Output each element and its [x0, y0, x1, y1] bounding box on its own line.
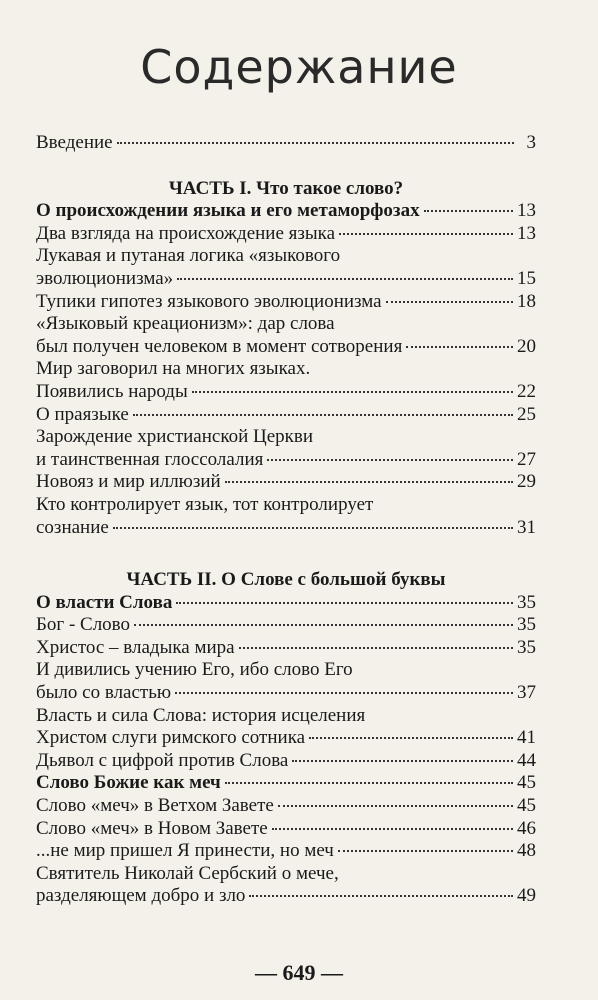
- toc-entry-line: [36, 381, 536, 404]
- toc-entry-line: [36, 245, 536, 268]
- toc-entry-line: [36, 705, 536, 728]
- toc-entry-page: 44: [517, 749, 536, 771]
- toc-entry-line: [36, 840, 536, 863]
- part2-heading: ЧАСТЬ II. О Слове с большой буквы: [126, 569, 446, 591]
- toc-entry-page: 22: [517, 380, 536, 402]
- table-of-contents: [36, 132, 536, 908]
- leader-dots: [225, 782, 513, 784]
- toc-entry-page: 31: [517, 516, 536, 538]
- toc-entry-page: 46: [517, 817, 536, 839]
- leader-dots: [272, 828, 513, 830]
- toc-entry-text: Слово Божие как меч: [36, 772, 221, 794]
- toc-entry-text: Дьявол с цифрой против Слова: [36, 749, 289, 771]
- toc-entry-page: 48: [517, 840, 536, 862]
- toc-entry-text: Слово «меч» в Ветхом Завете: [36, 795, 274, 817]
- leader-dots: [424, 210, 513, 212]
- leader-dots: [239, 647, 513, 649]
- toc-entry-line: [36, 818, 536, 841]
- leader-dots: [338, 850, 513, 852]
- toc-entry-page: 41: [517, 727, 536, 749]
- toc-entry-line: [36, 750, 536, 773]
- page-number: — 649 —: [255, 960, 343, 985]
- toc-entry-line: [36, 426, 536, 449]
- toc-entry-text: был получен человеком в момент сотворения: [36, 335, 403, 357]
- toc-entry-page: 20: [517, 335, 536, 357]
- toc-entry-page: 49: [517, 885, 536, 907]
- toc-entry-page: 13: [517, 222, 536, 244]
- leader-dots: [192, 391, 513, 393]
- leader-dots: [292, 760, 513, 762]
- toc-entry-line: [36, 614, 536, 637]
- toc-entry-text: Святитель Николай Сербский о мече,: [36, 862, 339, 884]
- toc-entry-line: [36, 885, 536, 908]
- leader-dots: [134, 624, 513, 626]
- toc-entry-text: Введение: [36, 132, 113, 153]
- toc-entry-line: [36, 223, 536, 246]
- toc-entry-line: [36, 772, 536, 795]
- toc-entry-text: эволюционизма»: [36, 267, 174, 289]
- part2-entries: [36, 592, 536, 908]
- leader-dots: [177, 278, 513, 280]
- toc-entry-text: Христос – владыка мира: [36, 636, 235, 658]
- toc-entry-line: [36, 404, 536, 427]
- toc-entry-text: Власть и сила Слова: история исцеления: [36, 704, 366, 726]
- toc-entry-line: [36, 336, 536, 359]
- toc-entry-text: О праязыке: [36, 403, 129, 425]
- leader-dots: [386, 301, 513, 303]
- toc-entry-line: [36, 727, 536, 750]
- toc-entry-line: [36, 494, 536, 517]
- toc-entry-line: [36, 471, 536, 494]
- toc-entry-text: И дивились учению Его, ибо слово Его: [36, 659, 353, 681]
- toc-entry-page: 25: [517, 403, 536, 425]
- toc-entry-text: Появились народы: [36, 380, 188, 402]
- toc-entry-text: ...не мир пришел Я принести, но меч: [36, 840, 334, 862]
- toc-entry-line: [36, 291, 536, 314]
- leader-dots: [309, 737, 513, 739]
- toc-entry-line: [36, 863, 536, 886]
- leader-dots: [117, 142, 514, 144]
- toc-entry-line: [36, 313, 536, 336]
- leader-dots: [175, 692, 513, 694]
- leader-dots: [267, 459, 513, 461]
- toc-entry-text: Слово «меч» в Новом Завете: [36, 817, 268, 839]
- toc-entry-text: Два взгляда на происхождение языка: [36, 222, 336, 244]
- leader-dots: [339, 233, 513, 235]
- page-title: Содержание: [140, 40, 458, 94]
- toc-entry-text: было со властью: [36, 682, 172, 704]
- toc-entry-page: 15: [517, 267, 536, 289]
- toc-entry-page: 18: [517, 290, 536, 312]
- toc-entry-text: разделяющем добро и зло: [36, 885, 246, 907]
- part1-heading: ЧАСТЬ I. Что такое слово?: [168, 177, 404, 199]
- leader-dots: [225, 481, 513, 483]
- toc-entry-page: 45: [517, 795, 536, 817]
- toc-entry-line: [36, 268, 536, 291]
- toc-entry-page: 37: [517, 682, 536, 704]
- toc-entry-page: 45: [517, 772, 536, 794]
- toc-entry-line: [36, 517, 536, 540]
- toc-entry-line: [36, 592, 536, 615]
- toc-entry-page: 29: [517, 471, 536, 493]
- toc-entry-line: [36, 659, 536, 682]
- toc-entry-line: [36, 200, 536, 223]
- toc-entry-text: Бог - Слово: [36, 614, 131, 636]
- toc-entry-text: и таинственная глоссолалия: [36, 448, 264, 470]
- toc-entry-text: Христом слуги римского сотника: [36, 727, 306, 749]
- toc-entry-line: [36, 795, 536, 818]
- toc-entry-line: [36, 637, 536, 660]
- leader-dots: [176, 602, 513, 604]
- toc-entry-text: Зарождение христианской Церкви: [36, 426, 314, 448]
- toc-entry-text: О власти Слова: [36, 591, 173, 613]
- leader-dots: [278, 805, 513, 807]
- leader-dots: [249, 895, 513, 897]
- leader-dots: [406, 346, 513, 348]
- toc-entry-page: 27: [517, 448, 536, 470]
- toc-entry-text: «Языковый креационизм»: дар слова: [36, 313, 335, 335]
- toc-entry-text: Мир заговорил на многих языках.: [36, 358, 311, 380]
- toc-entry-page: 13: [517, 200, 536, 222]
- toc-entry-line: [36, 449, 536, 472]
- toc-entry-text: Кто контролирует язык, тот контролирует: [36, 493, 374, 515]
- toc-entry-page: 35: [517, 591, 536, 613]
- part1-entries: [36, 200, 536, 539]
- toc-entry-page: 35: [517, 636, 536, 658]
- toc-entry-text: Новояз и мир иллюзий: [36, 471, 221, 493]
- toc-entry-line: [36, 358, 536, 381]
- toc-entry-text: сознание: [36, 516, 109, 538]
- toc-entry-page: 35: [517, 614, 536, 636]
- leader-dots: [113, 527, 513, 529]
- toc-entry-text: Тупики гипотез языкового эволюционизма: [36, 290, 382, 312]
- toc-entry-text: Лукавая и путаная логика «языкового: [36, 245, 341, 267]
- toc-entry-line: [36, 682, 536, 705]
- leader-dots: [133, 414, 513, 416]
- toc-entry-page: 3: [526, 132, 536, 153]
- toc-entry-text: О происхождении языка и его метаморфозах: [36, 200, 420, 222]
- toc-entry-intro: [36, 132, 536, 155]
